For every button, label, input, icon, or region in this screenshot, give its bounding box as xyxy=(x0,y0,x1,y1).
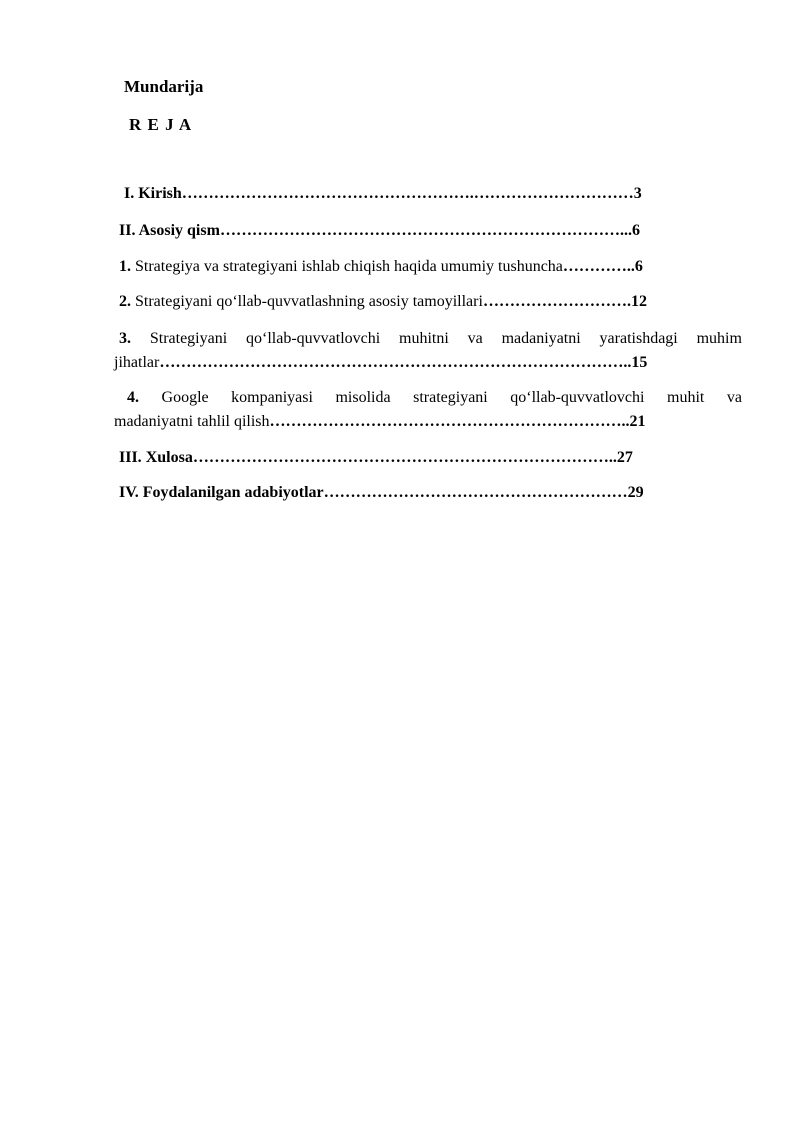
toc-entry-line-1 xyxy=(119,329,742,349)
toc-entry-title: Kirish xyxy=(138,185,182,202)
toc-entry-page: 12 xyxy=(630,293,647,310)
toc-entry-xulosa xyxy=(119,448,633,468)
toc-entry-line-1 xyxy=(127,388,742,408)
toc-entry-title-continued: jihatlar xyxy=(114,354,160,371)
toc-word: muhitni xyxy=(399,330,449,347)
toc-word: strategiyani xyxy=(413,389,488,406)
toc-entry-dots: …………………………………………………………………….. xyxy=(192,449,617,466)
toc-entry-page: 27 xyxy=(616,449,633,466)
toc-entry-dots: …………………………………………………………………………….. xyxy=(159,354,632,371)
toc-entry-number: 3. xyxy=(119,330,131,347)
toc-entry-kirish xyxy=(124,184,642,204)
toc-entry-number: II. xyxy=(119,222,136,239)
toc-entry-number: 2. xyxy=(119,293,131,310)
toc-entry-line-2 xyxy=(114,412,646,432)
toc-word: muhit xyxy=(667,389,705,406)
toc-word: qo‘llab-quvvatlovchi xyxy=(246,330,381,347)
toc-word: Strategiyani xyxy=(149,330,228,347)
toc-entry-number: I. xyxy=(124,185,135,202)
toc-entry-title: Strategiyani qo‘llab-quvvatlashning asosiy tamoyillari xyxy=(135,293,483,310)
toc-entry-number: III. xyxy=(119,449,142,466)
toc-word: misolida xyxy=(335,389,391,406)
document-subtitle: R E J A xyxy=(129,115,193,134)
toc-entry-title: Strategiya va strategiyani ishlab chiqish haqida umumiy tushuncha xyxy=(135,258,563,275)
toc-word: madaniyatni xyxy=(501,330,581,347)
toc-entry-title: Xulosa xyxy=(145,449,193,466)
toc-entry-strategiya-tushuncha xyxy=(119,257,643,277)
toc-entry-number: 1. xyxy=(119,258,131,275)
toc-entry-page: 15 xyxy=(631,354,648,371)
toc-word: Google xyxy=(161,389,209,406)
document-title: Mundarija xyxy=(124,77,204,96)
toc-entry-dots: ………………………………………………… xyxy=(323,484,628,501)
toc-entry-number: 4. xyxy=(127,389,139,406)
toc-word: muhim xyxy=(696,330,742,347)
toc-entry-title: Foydalanilgan adabiyotlar xyxy=(142,484,324,501)
toc-entry-dots: ……………………………………………….………………………… xyxy=(181,185,634,202)
toc-entry-title: Asosiy qism xyxy=(138,222,220,239)
toc-entry-page: 3 xyxy=(633,185,642,202)
toc-word: va xyxy=(726,389,742,406)
toc-entry-dots: ………………………………………………………….. xyxy=(269,413,630,430)
toc-entry-tamoyillar xyxy=(119,292,647,312)
toc-entry-line-2 xyxy=(114,353,647,373)
toc-entry-page: 29 xyxy=(627,484,644,501)
toc-entry-page: 21 xyxy=(629,413,646,430)
toc-entry-title-continued: madaniyatni tahlil qilish xyxy=(114,413,270,430)
toc-entry-dots: ………….. xyxy=(562,258,635,275)
toc-word: kompaniyasi xyxy=(231,389,313,406)
toc-entry-asosiy-qism xyxy=(119,221,640,241)
toc-entry-dots: ………………………. xyxy=(482,293,631,310)
toc-entry-page: 6 xyxy=(634,258,643,275)
toc-entry-number: IV. xyxy=(119,484,139,501)
toc-word: qo‘llab-quvvatlovchi xyxy=(510,389,645,406)
toc-word: va xyxy=(467,330,483,347)
toc-entry-dots: …………………………………………………………………... xyxy=(219,222,632,239)
toc-word: yaratishdagi xyxy=(599,330,678,347)
toc-entry-adabiyotlar xyxy=(119,483,644,503)
toc-entry-page: 6 xyxy=(631,222,640,239)
